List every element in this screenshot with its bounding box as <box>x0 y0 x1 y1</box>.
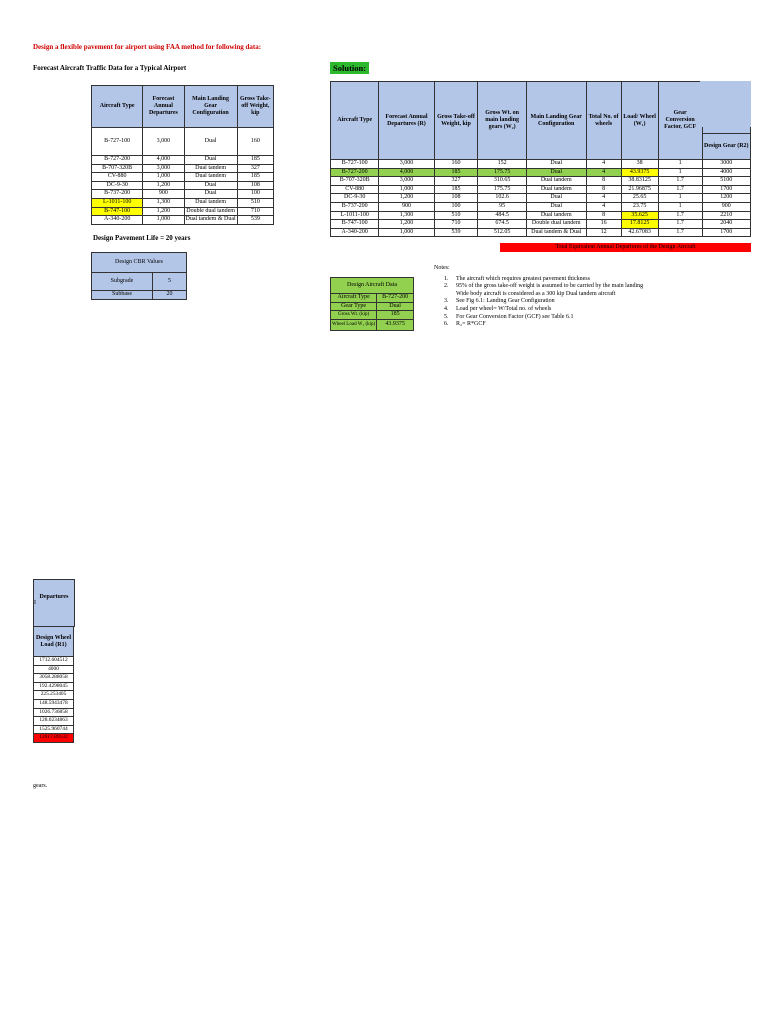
note-text: Wide body aircraft is considered as a 300 kip Dual tandem aircraft <box>456 290 616 297</box>
cell: Dual <box>184 128 237 156</box>
cell: 1,200 <box>379 194 434 203</box>
cell: 539 <box>237 216 273 225</box>
cell: B-707-320B <box>92 164 143 173</box>
note-text: The aircraft which requires greatest pavement thickness <box>456 275 590 282</box>
cell: 5100 <box>702 177 750 186</box>
cell: 175.75 <box>478 185 526 194</box>
table-row <box>92 190 274 199</box>
cell: 512.05 <box>478 228 526 237</box>
cell: B-747-100 <box>92 207 143 216</box>
table-row <box>92 207 274 216</box>
cell: CV-880 <box>331 185 379 194</box>
cell: 108 <box>237 181 273 190</box>
cell: 152 <box>478 160 526 169</box>
cell: 20 <box>153 291 187 300</box>
cell: Dual tandem <box>184 198 237 207</box>
cbr-title: Design CBR Values <box>92 253 187 273</box>
cell: 1.7 <box>658 185 702 194</box>
note-number: 6. <box>444 321 449 328</box>
cell: B-727-200 <box>331 168 379 177</box>
cell: 160 <box>434 160 478 169</box>
cell: 4 <box>586 168 621 177</box>
cell: B-737-200 <box>92 190 143 199</box>
cell: 2210 <box>702 211 750 220</box>
cell: 3,000 <box>379 177 434 186</box>
table-row <box>92 216 274 225</box>
cell: 185 <box>237 173 273 182</box>
cell: 2040 <box>702 220 750 229</box>
cell: 160 <box>237 128 273 156</box>
cell: 225.253405 <box>34 691 74 700</box>
col-gear-config: Main Landing Gear Configuration <box>184 86 237 128</box>
cell: 42.67083 <box>621 228 658 237</box>
col-gear-config: Main Landing Gear Configuration <box>526 82 586 160</box>
cell: A-340-200 <box>331 228 379 237</box>
table-row <box>34 665 74 674</box>
cell: Dual <box>184 156 237 165</box>
table-row <box>34 674 74 683</box>
cell: Dual tandem <box>184 164 237 173</box>
table-row <box>92 173 274 182</box>
note-number: 2. <box>444 283 449 290</box>
table-row <box>331 294 414 303</box>
table-row <box>331 202 751 211</box>
cell: 3,000 <box>379 160 434 169</box>
cell: 1.7 <box>658 177 702 186</box>
cell: 8 <box>586 211 621 220</box>
cell: B-737-200 <box>331 202 379 211</box>
col-design-wheel-load: Design Wheel Load (R1) <box>34 627 74 657</box>
design-life: Design Pavement Life = 20 years <box>93 234 191 242</box>
cell: 17.8125 <box>621 220 658 229</box>
table-row <box>34 725 74 734</box>
cell: 327 <box>237 164 273 173</box>
cell: Dual <box>377 302 414 311</box>
note-number: 1. <box>444 275 449 282</box>
col-aircraft-type: Aircraft Type <box>92 86 143 128</box>
cell: 3058.288058 <box>34 674 74 683</box>
col-gross-weight: Gross Take-off Weight, kip <box>237 86 273 128</box>
cell: 35.625 <box>621 211 658 220</box>
cell: 102.6 <box>478 194 526 203</box>
cell: Aircraft Type <box>331 294 377 303</box>
departures-label: Departures <box>39 594 69 600</box>
solution-table <box>330 81 751 237</box>
cell: 38.83125 <box>621 177 658 186</box>
table-row <box>92 198 274 207</box>
cbr-table <box>91 252 187 300</box>
cell: 4,000 <box>379 168 434 177</box>
bottom-note: gears. <box>33 783 48 789</box>
total-label: Total Equivalent Annual Departures of the Design Aircraft <box>500 243 751 252</box>
cell: Double dual tandem <box>526 220 586 229</box>
cell: L-1011-100 <box>331 211 379 220</box>
cell: 1026.736858 <box>34 708 74 717</box>
cell: 1 <box>658 168 702 177</box>
cell: 484.5 <box>478 211 526 220</box>
cell: 1 <box>658 202 702 211</box>
cell: 185 <box>434 168 478 177</box>
cell: 4000 <box>34 665 74 674</box>
note-item <box>444 321 734 329</box>
cell: 1,000 <box>379 228 434 237</box>
table-row <box>34 699 74 708</box>
cell: 4,000 <box>143 156 184 165</box>
wheel-load-table <box>33 626 74 743</box>
cell: 4 <box>586 194 621 203</box>
note-text: Load per wheel= W/Total no. of wheels <box>456 305 552 312</box>
table-row <box>92 164 274 173</box>
table-row <box>92 291 187 300</box>
cell: Dual tandem <box>526 185 586 194</box>
cell: 1,000 <box>379 185 434 194</box>
table-row <box>331 168 751 177</box>
table-row <box>92 156 274 165</box>
cell: 510 <box>434 211 478 220</box>
table-row <box>92 128 274 156</box>
cell: 185 <box>237 156 273 165</box>
cell: Dual <box>526 160 586 169</box>
cell: 23.75 <box>621 202 658 211</box>
cell: 16 <box>586 220 621 229</box>
note-item <box>444 283 734 291</box>
cell: 1,200 <box>143 207 184 216</box>
cell: 1,200 <box>143 181 184 190</box>
cell: 1525.960744 <box>34 725 74 734</box>
cell: A-340-200 <box>92 216 143 225</box>
cell: 1,000 <box>143 216 184 225</box>
cell: B-727-100 <box>331 160 379 169</box>
cell: 4 <box>586 202 621 211</box>
cell: 21.96875 <box>621 185 658 194</box>
cell: B-727-100 <box>92 128 143 156</box>
table-row <box>331 177 751 186</box>
cell: 1,300 <box>143 198 184 207</box>
cell: Dual <box>184 181 237 190</box>
col-load-wheel: Load/ Wheel (W₁) <box>621 82 658 160</box>
design-aircraft-title: Design Aircraft Data <box>331 278 414 294</box>
cell: 1.7 <box>658 211 702 220</box>
cell: 108 <box>434 194 478 203</box>
cell: B-707-320B <box>331 177 379 186</box>
cell: 8 <box>586 185 621 194</box>
col-aircraft-type: Aircraft Type <box>331 82 379 160</box>
cell: 1200 <box>702 194 750 203</box>
table-row <box>34 717 74 726</box>
cell: 1,300 <box>379 211 434 220</box>
cell: B-727-200 <box>377 294 414 303</box>
cell: Dual tandem <box>184 173 237 182</box>
cell: 192.4298045 <box>34 682 74 691</box>
cell: 43.9375 <box>377 319 414 330</box>
note-item <box>444 314 734 322</box>
solution-label: Solution: <box>330 62 369 74</box>
cell: DC-9-30 <box>331 194 379 203</box>
col-gcf: Gear Conversion Factor, GCF <box>658 82 702 160</box>
cell: 185 <box>434 185 478 194</box>
table-row <box>331 228 751 237</box>
col-gross-weight: Gross Take-off Weight, kip <box>434 82 478 160</box>
design-aircraft-table <box>330 277 414 331</box>
table-row <box>331 160 751 169</box>
note-text: For Gear Conversion Factor (GCF) see Table 6.1 <box>456 313 574 320</box>
cell: Dual <box>184 190 237 199</box>
table-row <box>92 273 187 291</box>
cell: 710 <box>434 220 478 229</box>
table-row <box>331 311 414 320</box>
note-text: 95% of the gross take-off weight is assumed to be carried by the main landing <box>456 283 644 290</box>
cell: L-1011-100 <box>92 198 143 207</box>
table-row <box>331 302 414 311</box>
table-row <box>34 708 74 717</box>
cell: 310.65 <box>478 177 526 186</box>
table-row <box>331 211 751 220</box>
col-gear-weight: Gross Wt. on main landing gears (W₂) <box>478 82 526 160</box>
cell: 3,000 <box>143 164 184 173</box>
cell: Dual <box>526 194 586 203</box>
cell: CV-880 <box>92 173 143 182</box>
note-item <box>444 298 734 306</box>
cell: 1700 <box>702 228 750 237</box>
cell: 1.7 <box>658 220 702 229</box>
cell: 1,200 <box>379 220 434 229</box>
table-row <box>34 657 74 666</box>
table-row <box>331 185 751 194</box>
notes <box>434 265 734 329</box>
cell: 43.9375 <box>621 168 658 177</box>
table-row <box>34 682 74 691</box>
note-number: 3. <box>444 298 449 305</box>
note-text: R₂= R*GCF <box>456 321 486 328</box>
cell: 128.0234863 <box>34 717 74 726</box>
cell: 900 <box>143 190 184 199</box>
table-row <box>331 319 414 330</box>
cell: 900 <box>379 202 434 211</box>
table-row <box>331 220 751 229</box>
page-heading: Design a flexible pavement for airport using FAA method for following data: <box>33 43 262 51</box>
cell: Dual tandem <box>526 177 586 186</box>
cell: 1.7 <box>658 228 702 237</box>
cell: 100 <box>434 202 478 211</box>
note-number: 5. <box>444 313 449 320</box>
cell: Dual tandem & Dual <box>526 228 586 237</box>
note-number: 4. <box>444 305 449 312</box>
cell: 38 <box>621 160 658 169</box>
cell: 5 <box>153 273 187 291</box>
cell: 4 <box>586 160 621 169</box>
cell: Double dual tandem <box>184 207 237 216</box>
table-row <box>34 691 74 700</box>
cell: Dual tandem <box>526 211 586 220</box>
bottom-header-top <box>33 579 75 627</box>
cell: 148.5943478 <box>34 699 74 708</box>
header-fill <box>700 81 751 127</box>
note-item <box>444 306 734 314</box>
cell: 1 <box>658 160 702 169</box>
cell: 4000 <box>702 168 750 177</box>
col-departures: Forecast Annual Departures (R) <box>379 82 434 160</box>
table-row <box>331 194 751 203</box>
cell: 674.5 <box>478 220 526 229</box>
table-row <box>34 734 74 743</box>
cell: 12017.89132 <box>34 734 74 743</box>
cell: Dual <box>526 168 586 177</box>
cell: 1 <box>658 194 702 203</box>
cell: Wheel Load W₁ (kip) <box>331 319 377 330</box>
departures-label-2: I <box>34 600 36 606</box>
cell: 900 <box>702 202 750 211</box>
cell: 1700 <box>702 185 750 194</box>
cell: 3,000 <box>143 128 184 156</box>
cell: Gear Type <box>331 302 377 311</box>
table-row <box>92 181 274 190</box>
left-subtitle: Forecast Aircraft Traffic Data for a Typical Airport <box>33 64 187 72</box>
cell: 185 <box>377 311 414 320</box>
cell: B-747-100 <box>331 220 379 229</box>
cell: 175.75 <box>478 168 526 177</box>
cell: 539 <box>434 228 478 237</box>
cell: 510 <box>237 198 273 207</box>
cell: Dual tandem & Dual <box>184 216 237 225</box>
cell: Dual <box>526 202 586 211</box>
note-text: See Fig 6.1: Landing Gear Configuration <box>456 298 555 305</box>
traffic-table <box>91 85 274 225</box>
notes-title: Notes: <box>434 265 450 271</box>
cell: 1,000 <box>143 173 184 182</box>
cell: B-727-200 <box>92 156 143 165</box>
cell: 25.65 <box>621 194 658 203</box>
cell: 8 <box>586 177 621 186</box>
cell: 3000 <box>702 160 750 169</box>
cell: DC-9-30 <box>92 181 143 190</box>
col-departures: Forecast Annual Departures <box>143 86 184 128</box>
cell: 100 <box>237 190 273 199</box>
cell: 95 <box>478 202 526 211</box>
cell: Subbase <box>92 291 153 300</box>
cell: Gross Wt. (kip) <box>331 311 377 320</box>
col-design-gear: Design Gear (R2) <box>702 134 750 160</box>
cell: 710 <box>237 207 273 216</box>
cell: 12 <box>586 228 621 237</box>
cell: Subgrade <box>92 273 153 291</box>
col-wheels: Total No. of wheels <box>586 82 621 160</box>
cell: 327 <box>434 177 478 186</box>
cell: 1712.604512 <box>34 657 74 666</box>
